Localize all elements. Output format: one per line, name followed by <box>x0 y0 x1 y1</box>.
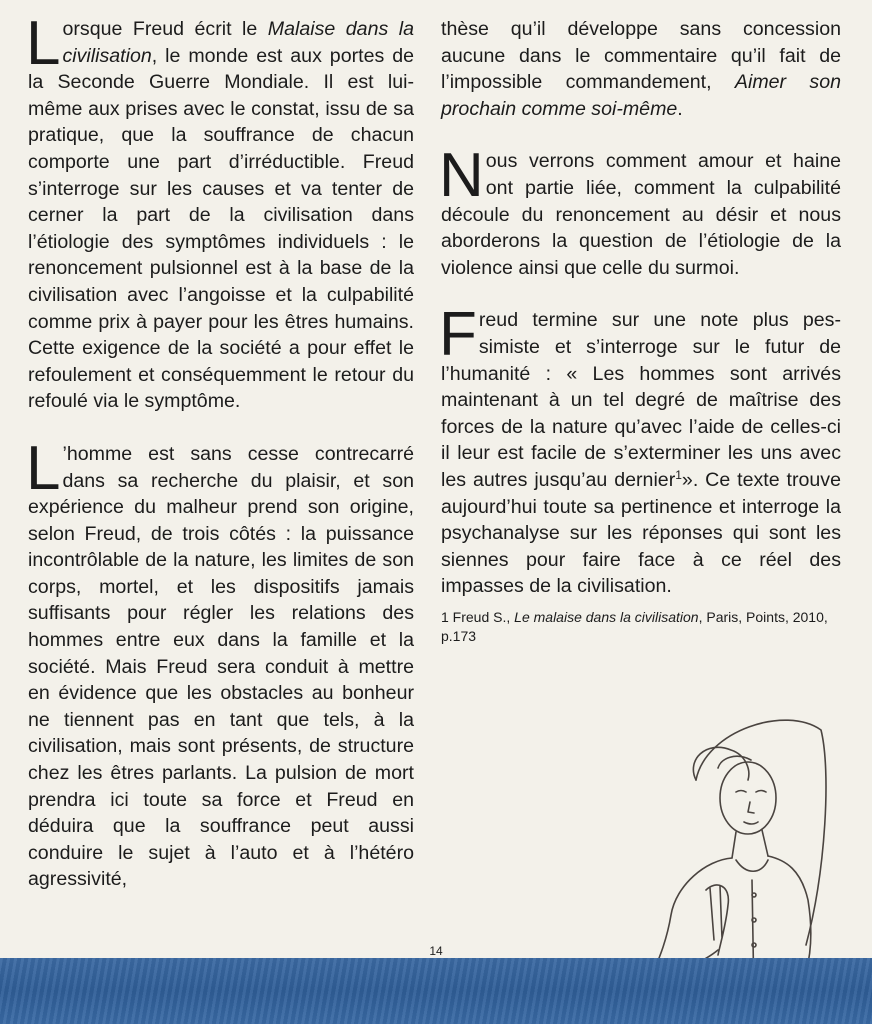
footer-band <box>0 958 872 1024</box>
paragraph-text: ’homme est sans cesse contrecarré dans sa recherche du plaisir, et son expérience du malheur prend son origine, selon Freud, de trois côtés : la puissance incontrôlable de la nature, les limites de son corps, mortel, et les dispositifs jamais suffisants pour régler les relations des hommes entre eux dans la famille et la société. Mais Freud sera conduit à mettre en évidence que les obstacles au bonheur ne tiennent pas en tant que tels, à la civilisation, mais sont présents, de structure chez les êtres parlants. La pulsion de mort prendra ici toute sa force et Freud en déduira que la souffrance peut aussi conduire le sujet à l’auto et à l’hétéro agressivité, <box>28 442 414 891</box>
paragraph-text: ». Ce texte trouve aujourd’hui toute sa pertinence et interroge la psychanalyse sur les réponses qui sont les siennes pour faire face à ce réel des impasses de la civilisation. <box>441 468 841 598</box>
paragraph-intro <box>26 9 414 415</box>
paragraph-text: , le monde est aux portes de la Seconde Guerre Mondiale. Il est lui-même aux prises avec le constat, issu de sa pratique, que la souffrance de chacun comporte une part d’irréductible. Freud s’interroge sur les causes et va tenter de cerner la part de la civilisation dans l’étiologie des symptômes individuels : le renoncement pulsionnel est à la base de la civilisation avec l’angoisse et la culpabilité comme prix à payer pour les êtres humains. Cette exigence de la société a pour effet le refoulement et conséquemment le retour du refoulé via le symptôme. <box>28 44 414 413</box>
paragraph-text: ous verrons comment amour et haine ont partie liée, comment la culpabilité découle du renoncement au désir et nous aborderons la question de l’étiologie de la violence ainsi que celle du surmoi. <box>441 150 841 279</box>
left-column <box>26 9 414 901</box>
paragraph-man <box>26 433 414 893</box>
dropcap-letter: N <box>439 141 484 211</box>
paragraph-plan <box>439 141 841 281</box>
dropcap-letter: F <box>439 300 477 370</box>
right-column <box>441 16 841 646</box>
paragraph-conclusion <box>439 300 841 600</box>
page-number: 14 <box>429 944 443 958</box>
footnote-ref[interactable]: 1 <box>675 467 682 482</box>
dropcap-letter: L <box>26 9 61 78</box>
footnote-book-title: Le malaise dans la civilisation <box>514 608 699 625</box>
paragraph-text: thèse qu’il développe sans concession aucune dans le commentaire qu’il fait de l’impossible commandement, <box>441 18 841 94</box>
commandment-quote: Aimer son prochain comme soi-même <box>441 71 841 120</box>
book-title: Malaise dans la civilisation <box>62 18 414 67</box>
paragraph-thesis <box>441 16 841 122</box>
paragraph-text: reud termine sur une note plus pessimiste et s’interroge sur le futur de l’humanité : « Les hommes sont arrivés maintenant à un tel degré de maîtrise des forces de la nature qu’avec l’aide de celles-ci il leur est facile de s’exterminer les uns avec les autres jusqu’au dernier <box>441 309 841 491</box>
footnote: 1 Freud S., Le malaise dans la civilisation, Paris, Points, 2010, p.173 <box>441 608 828 644</box>
paragraph-text: orsque Freud écrit le <box>62 18 268 40</box>
paragraph-text: . <box>677 97 683 120</box>
dropcap-letter: L <box>26 433 61 503</box>
